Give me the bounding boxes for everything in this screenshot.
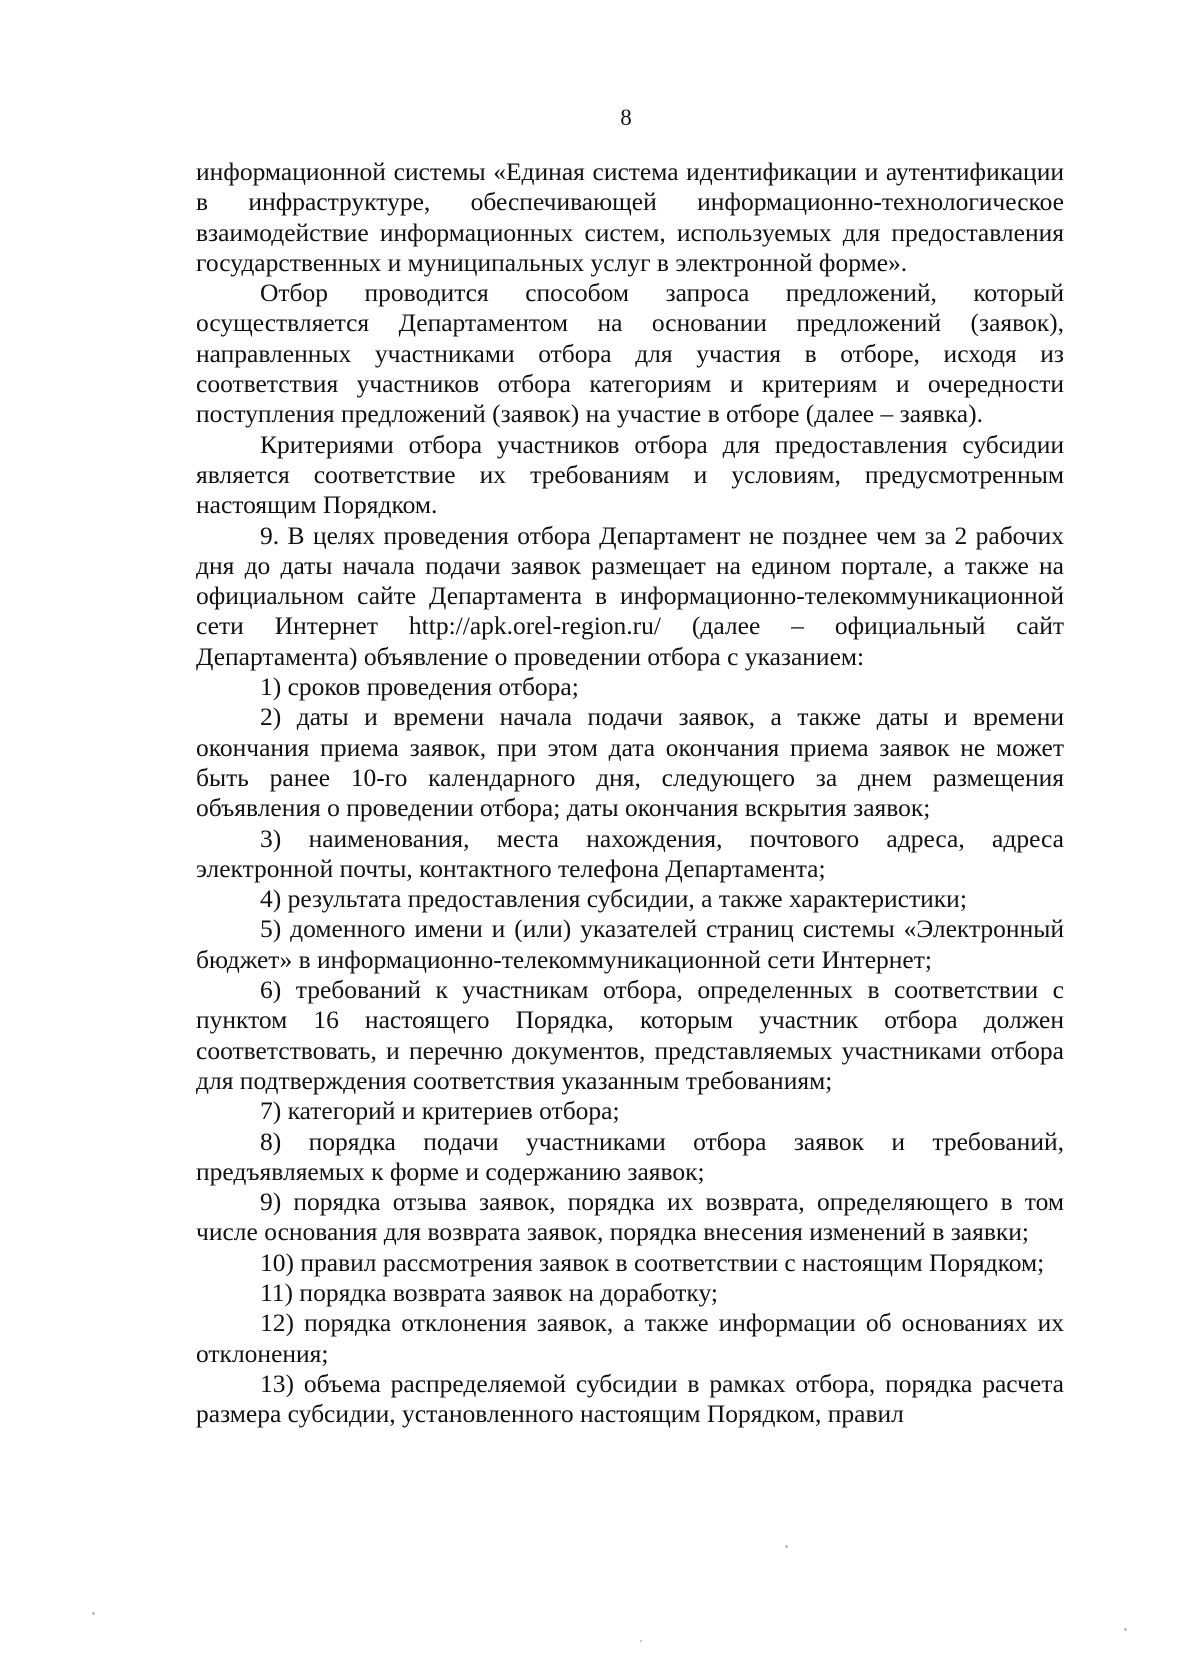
- list-item-8: 8) порядка подачи участниками отбора заявок и требований, предъявляемых к форме и содержанию заявок;: [196, 1126, 1064, 1186]
- page-number: 8: [620, 105, 632, 130]
- list-item-7: 7) категорий и критериев отбора;: [260, 1096, 620, 1126]
- list-item-6: 6) требований к участникам отбора, определенных в соответствии с пунктом 16 настоящего Порядка, которым участник отбора должен соответствовать, и перечню документов, представляемых участниками отбора для подтверждения соответствия указанным требованиям;: [196, 975, 1064, 1095]
- list-item-11: 11) порядка возврата заявок на доработку;: [260, 1277, 718, 1307]
- paragraph-selection-criteria: Критериями отбора участников отбора для предоставления субсидии является соответствие их требованиям и условиям, предусмотренным настоящим Порядком.: [196, 429, 1064, 520]
- list-item-5: 5) доменного имени и (или) указателей страниц системы «Электронный бюджет» в информационно-телекоммуникационной сети Интернет;: [196, 914, 1064, 974]
- document-body: [196, 157, 1064, 1429]
- list-item-13: 13) объема распределяемой субсидии в рамках отбора, порядка расчета размера субсидии, установленного настоящим Порядком, правил: [196, 1368, 1064, 1429]
- list-item-10: 10) правил рассмотрения заявок в соответствии с настоящим Порядком;: [260, 1247, 1045, 1277]
- list-item-9: 9) порядка отзыва заявок, порядка их возврата, определяющего в том числе основания для возврата заявок, порядка внесения изменений в заявки;: [196, 1187, 1064, 1247]
- list-item-12: 12) порядка отклонения заявок, а также информации об основаниях их отклонения;: [196, 1308, 1064, 1368]
- paragraph-esia-continuation: информационной системы «Единая система идентификации и аутентификации в инфраструктуре, обеспечивающей информационно-технологическое взаимодействие информационных систем, используемых для предоставления государственных и муниципальных услуг в электронной форме».: [196, 157, 1064, 277]
- scan-speck: [640, 1640, 642, 1642]
- scan-speck: [92, 1612, 95, 1615]
- list-item-3: 3) наименования, места нахождения, почтового адреса, адреса электронной почты, контактного телефона Департамента;: [196, 823, 1064, 883]
- scan-speck: [785, 1545, 788, 1548]
- list-item-2: 2) даты и времени начала подачи заявок, а также даты и времени окончания приема заявок, при этом дата окончания приема заявок не может быть ранее 10-го календарного дня, следующего за днем размещения объявления о проведении отбора; даты окончания вскрытия заявок;: [196, 702, 1064, 823]
- list-item-4: 4) результата предоставления субсидии, а также характеристики;: [260, 884, 967, 914]
- paragraph-selection-method: Отбор проводится способом запроса предложений, который осуществляется Департаментом на основании предложений (заявок), направленных участниками отбора для участия в отборе, исходя из соответствия участников отбора категориям и критериям и очередности поступления предложений (заявок) на участие в отборе (далее – заявка).: [196, 278, 1064, 429]
- scan-speck: [1124, 1628, 1127, 1631]
- paragraph-item-9: 9. В целях проведения отбора Департамент не позднее чем за 2 рабочих дня до даты начала подачи заявок размещает на едином портале, а также на официальном сайте Департамента в информационно-телекоммуникационной сети Интернет http://apk.orel-region.ru/ (далее – официальный сайт Департамента) объявление о проведении отбора с указанием:: [196, 520, 1064, 671]
- list-item-1: 1) сроков проведения отбора;: [260, 672, 579, 702]
